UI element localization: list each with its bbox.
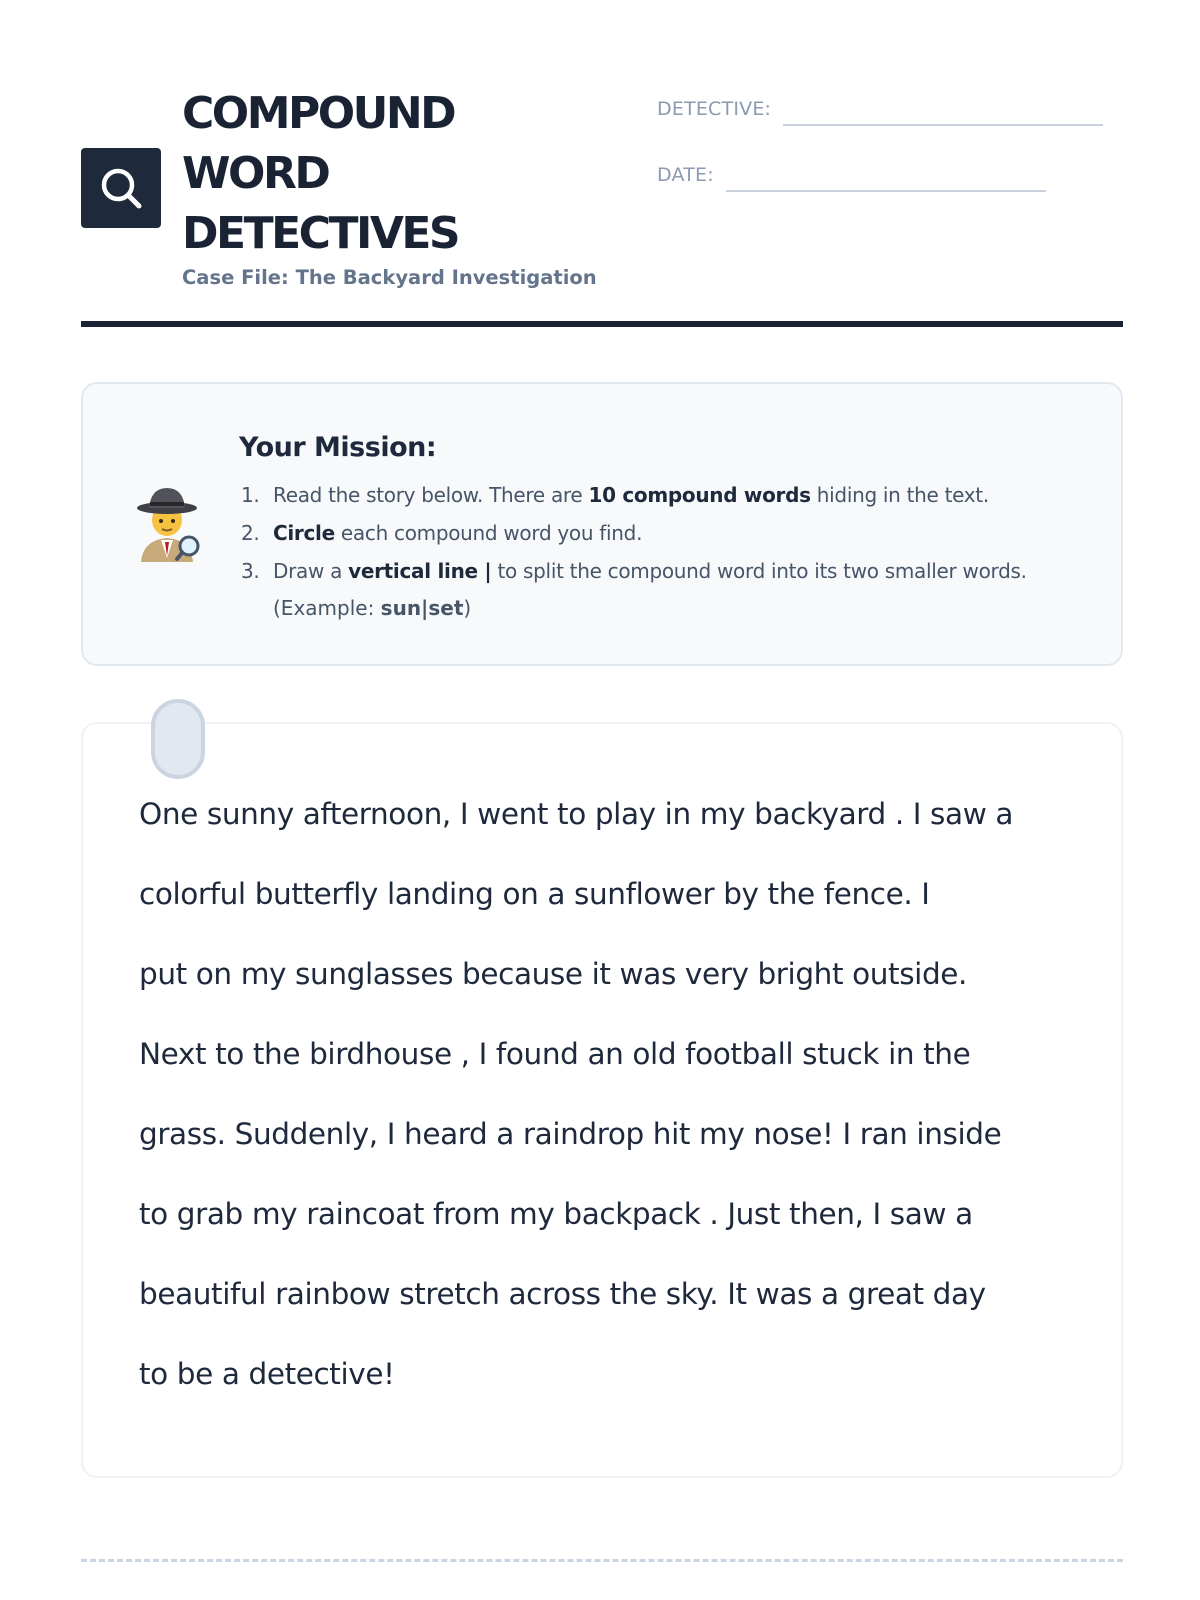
detective-input-line[interactable] bbox=[783, 124, 1103, 126]
story-line: to be a detective! bbox=[139, 1357, 395, 1391]
page-title-line-3: DETECTIVES bbox=[182, 208, 459, 259]
date-field[interactable] bbox=[657, 150, 1046, 186]
page-title-line-1: COMPOUND bbox=[182, 88, 455, 139]
mission-steps bbox=[241, 476, 1101, 626]
title-block bbox=[182, 84, 652, 289]
date-label: DATE: bbox=[657, 164, 714, 186]
detective-emoji-icon bbox=[131, 484, 203, 564]
mission-step-1: 1. Read the story below. There are 10 compound words hiding in the text. bbox=[241, 483, 989, 507]
story-line: Next to the birdhouse , I found an old football stuck in the bbox=[139, 1037, 971, 1071]
detective-label: DETECTIVE: bbox=[657, 98, 772, 120]
mission-title: Your Mission: bbox=[239, 432, 437, 463]
story-line: One sunny afternoon, I went to play in my backyard . I saw a bbox=[139, 797, 1014, 831]
story-line: beautiful rainbow stretch across the sky. It was a great day bbox=[139, 1277, 986, 1311]
logo-badge bbox=[81, 148, 161, 228]
page-title-line-2: WORD bbox=[182, 148, 329, 199]
mission-example: (Example: sun|set) bbox=[273, 596, 472, 620]
mission-step-3: 3. Draw a vertical line | to split the compound word into its two smaller words. bbox=[241, 559, 1027, 583]
worksheet-header bbox=[81, 84, 1123, 324]
page-subtitle: Case File: The Backyard Investigation bbox=[182, 266, 597, 289]
story-line: colorful butterfly landing on a sunflower by the fence. I bbox=[139, 877, 930, 911]
binder-clip-tab bbox=[151, 699, 205, 779]
mission-panel bbox=[81, 382, 1123, 666]
mission-step-2: 2. Circle each compound word you find. bbox=[241, 521, 643, 545]
story-text bbox=[139, 774, 1099, 1414]
date-input-line[interactable] bbox=[726, 190, 1046, 192]
story-line: to grab my raincoat from my backpack . Just then, I saw a bbox=[139, 1197, 973, 1231]
magnifying-glass-icon bbox=[95, 162, 147, 214]
detective-field[interactable] bbox=[657, 84, 1103, 120]
story-line: grass. Suddenly, I heard a raindrop hit my nose! I ran inside bbox=[139, 1117, 1002, 1151]
story-card bbox=[81, 722, 1123, 1478]
cut-line-divider bbox=[81, 1559, 1123, 1562]
story-line: put on my sunglasses because it was very bright outside. bbox=[139, 957, 968, 991]
header-divider bbox=[81, 321, 1123, 327]
